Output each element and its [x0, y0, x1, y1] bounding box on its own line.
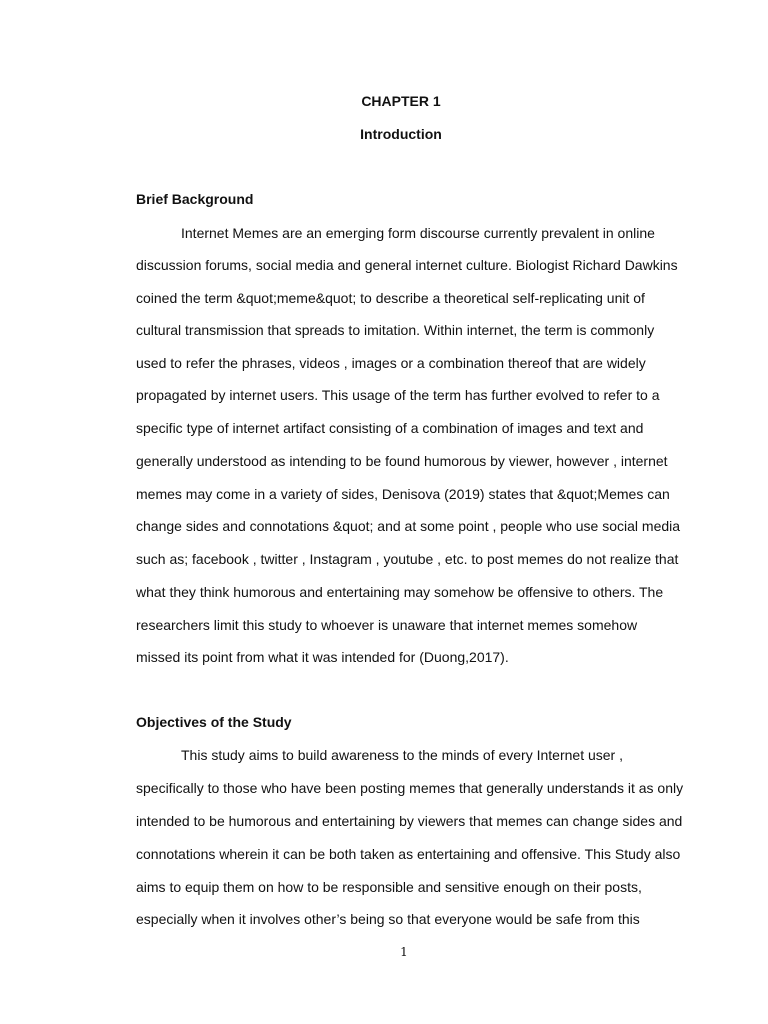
paragraph-line: intended to be humorous and entertaining by viewers that memes can change sides and [136, 813, 683, 829]
paragraph-line: specifically to those who have been posting memes that generally understands it as only [136, 780, 684, 796]
paragraph-line: propagated by internet users. This usage of the term has further evolved to refer to a [136, 387, 660, 403]
page-number: 1 [400, 945, 408, 959]
paragraph-line: discussion forums, social media and general internet culture. Biologist Richard Dawkins [136, 257, 678, 273]
paragraph-line: coined the term &quot;meme&quot; to describe a theoretical self-replicating unit of [136, 290, 645, 306]
paragraph-line: researchers limit this study to whoever is unaware that internet memes somehow [136, 617, 638, 633]
paragraph-line: change sides and connotations &quot; and at some point , people who use social media [136, 518, 681, 534]
paragraph-line: what they think humorous and entertaining may somehow be offensive to others. The [136, 584, 664, 600]
paragraph-line: used to refer the phrases, videos , images or a combination thereof that are widely [136, 355, 646, 371]
paragraph-line: specific type of internet artifact consisting of a combination of images and text and [136, 420, 644, 436]
paragraph-line: cultural transmission that spreads to imitation. Within internet, the term is commonly [136, 322, 655, 338]
paragraph-line: especially when it involves other’s being so that everyone would be safe from this [136, 911, 640, 927]
paragraph-line: Internet Memes are an emerging form discourse currently prevalent in online [181, 225, 655, 241]
section-heading-objectives: Objectives of the Study [136, 714, 292, 730]
chapter-heading: CHAPTER 1 [361, 93, 441, 109]
paragraph-line: This study aims to build awareness to the minds of every Internet user , [181, 747, 623, 763]
paragraph-line: connotations wherein it can be both taken as entertaining and offensive. This Study also [136, 846, 681, 862]
paragraph-line: memes may come in a variety of sides, Denisova (2019) states that &quot;Memes can [136, 486, 670, 502]
page-title: Introduction [360, 126, 442, 142]
section-heading-brief-background: Brief Background [136, 191, 254, 207]
paragraph-line: missed its point from what it was intended for (Duong,2017). [136, 649, 509, 665]
paragraph-line: aims to equip them on how to be responsible and sensitive enough on their posts, [136, 879, 642, 895]
paragraph-line: generally understood as intending to be found humorous by viewer, however , internet [136, 453, 668, 469]
paragraph-line: such as; facebook , twitter , Instagram , youtube , etc. to post memes do not realize that [136, 551, 679, 567]
